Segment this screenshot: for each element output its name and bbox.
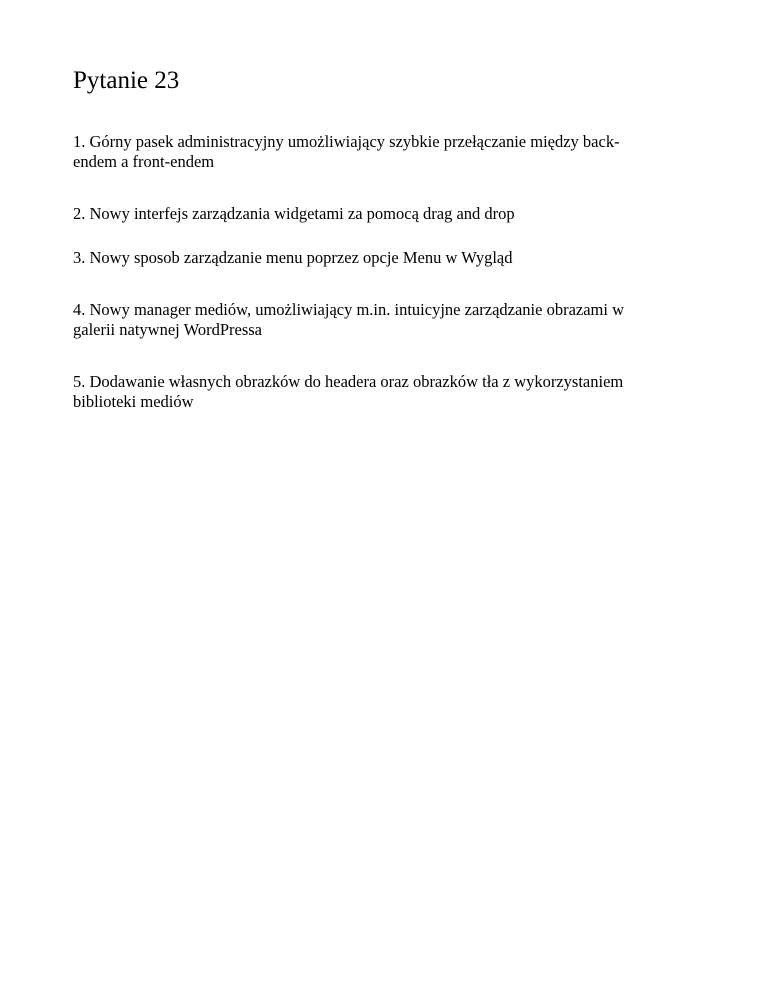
list-item-3 [73,248,693,268]
page-title: Pytanie 23 [73,67,180,94]
list-item-5 [73,372,693,412]
list-item-2-line-1: 2. Nowy interfejs zarządzania widgetami za pomocą drag and drop [73,204,515,223]
list-item-1-line-2: endem a front-endem [73,152,215,171]
list-item-5-line-1: 5. Dodawanie własnych obrazków do headera oraz obrazków tła z wykorzystaniem [73,372,624,391]
list-item-5-line-2: biblioteki mediów [73,392,194,411]
list-item-4-line-1: 4. Nowy manager mediów, umożliwiający m.in. intuicyjne zarządzanie obrazami w [73,300,625,319]
list-item-2 [73,204,693,224]
list-item-3-line-1: 3. Nowy sposob zarządzanie menu poprzez opcje Menu w Wygląd [73,248,513,267]
list-item-1-line-1: 1. Górny pasek administracyjny umożliwiający szybkie przełączanie między back- [73,132,620,151]
list-item-1 [73,132,693,172]
list-item-4 [73,300,693,340]
list-item-4-line-2: galerii natywnej WordPressa [73,320,262,339]
